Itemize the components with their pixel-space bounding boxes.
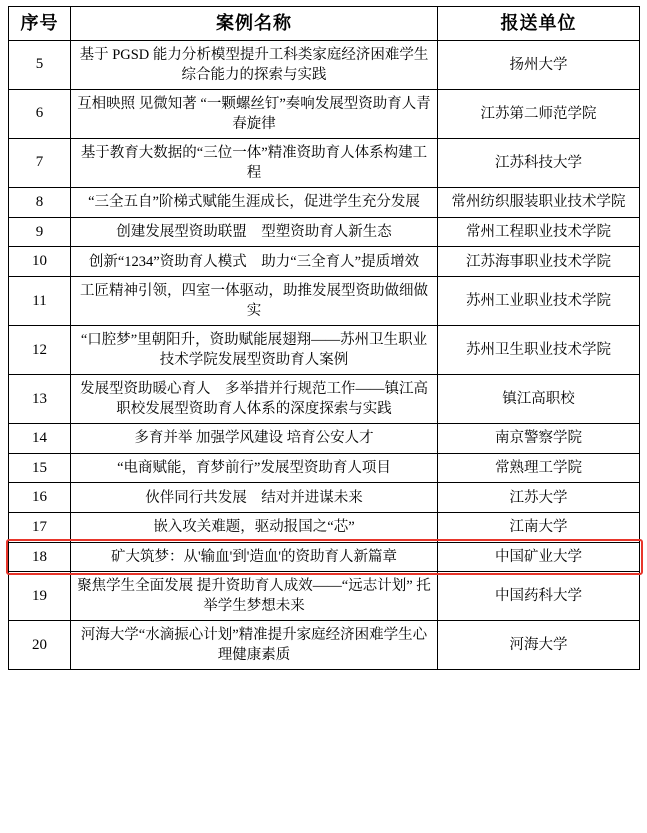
submitting-unit: 扬州大学	[438, 40, 640, 89]
row-number: 7	[9, 138, 71, 187]
table-row	[9, 89, 640, 138]
table-row	[9, 276, 640, 325]
row-number: 16	[9, 483, 71, 513]
row-number: 17	[9, 512, 71, 542]
submitting-unit: 苏州工业职业技术学院	[438, 276, 640, 325]
table-row	[9, 325, 640, 374]
submitting-unit: 江苏第二师范学院	[438, 89, 640, 138]
table-header-row	[9, 7, 640, 41]
case-name: 矿大筑梦：从'输血'到'造血'的资助育人新篇章	[71, 542, 438, 572]
row-number: 12	[9, 325, 71, 374]
case-name: 基于 PGSD 能力分析模型提升工科类家庭经济困难学生综合能力的探索与实践	[71, 40, 438, 89]
table-row	[9, 483, 640, 513]
table-row-highlighted	[9, 542, 640, 572]
submitting-unit: 江南大学	[438, 512, 640, 542]
table-row	[9, 187, 640, 217]
table-row	[9, 138, 640, 187]
row-number: 10	[9, 247, 71, 277]
case-name: “三全五自”阶梯式赋能生涯成长，促进学生充分发展	[71, 187, 438, 217]
table-row	[9, 572, 640, 621]
case-name: 基于教育大数据的“三位一体”精准资助育人体系构建工程	[71, 138, 438, 187]
table-row	[9, 40, 640, 89]
submitting-unit: 常熟理工学院	[438, 453, 640, 483]
table-row	[9, 621, 640, 670]
case-name: 创建发展型资助联盟 型塑资助育人新生态	[71, 217, 438, 247]
row-number: 8	[9, 187, 71, 217]
table-row	[9, 512, 640, 542]
row-number: 13	[9, 374, 71, 423]
row-number: 6	[9, 89, 71, 138]
submitting-unit: 江苏海事职业技术学院	[438, 247, 640, 277]
case-name: 发展型资助暖心育人 多举措并行规范工作——镇江高职校发展型资助育人体系的深度探索与实践	[71, 374, 438, 423]
row-number: 5	[9, 40, 71, 89]
table-row	[9, 374, 640, 423]
table-row	[9, 453, 640, 483]
submitting-unit: 南京警察学院	[438, 423, 640, 453]
submitting-unit: 常州纺织服装职业技术学院	[438, 187, 640, 217]
table-header	[9, 7, 640, 41]
case-name: 聚焦学生全面发展 提升资助育人成效——“远志计划” 托举学生梦想未来	[71, 572, 438, 621]
case-name: 伙伴同行共发展 结对并进谋未来	[71, 483, 438, 513]
case-name: “口腔梦”里朝阳升，资助赋能展翅翔——苏州卫生职业技术学院发展型资助育人案例	[71, 325, 438, 374]
case-list-table	[8, 6, 640, 670]
case-name: 创新“1234”资助育人模式 助力“三全育人”提质增效	[71, 247, 438, 277]
row-number: 14	[9, 423, 71, 453]
table-body	[9, 40, 640, 670]
row-number: 18	[9, 542, 71, 572]
submitting-unit: 中国矿业大学	[438, 542, 640, 572]
case-name: “电商赋能，育梦前行”发展型资助育人项目	[71, 453, 438, 483]
submitting-unit: 中国药科大学	[438, 572, 640, 621]
row-number: 11	[9, 276, 71, 325]
row-number: 15	[9, 453, 71, 483]
case-name: 河海大学“水滴振心计划”精准提升家庭经济困难学生心理健康素质	[71, 621, 438, 670]
case-name: 嵌入攻关难题，驱动报国之“芯”	[71, 512, 438, 542]
table-row	[9, 247, 640, 277]
case-name: 多育并举 加强学风建设 培育公安人才	[71, 423, 438, 453]
row-number: 20	[9, 621, 71, 670]
submitting-unit: 镇江高职校	[438, 374, 640, 423]
row-number: 19	[9, 572, 71, 621]
submitting-unit: 河海大学	[438, 621, 640, 670]
case-name: 互相映照 见微知著 “一颗螺丝钉”奏响发展型资助育人青春旋律	[71, 89, 438, 138]
submitting-unit: 江苏大学	[438, 483, 640, 513]
row-number: 9	[9, 217, 71, 247]
column-header-unit: 报送单位	[438, 7, 640, 41]
case-name: 工匠精神引领，四室一体驱动，助推发展型资助做细做实	[71, 276, 438, 325]
table-row	[9, 217, 640, 247]
submitting-unit: 苏州卫生职业技术学院	[438, 325, 640, 374]
submitting-unit: 江苏科技大学	[438, 138, 640, 187]
submitting-unit: 常州工程职业技术学院	[438, 217, 640, 247]
column-header-no: 序号	[9, 7, 71, 41]
table-row	[9, 423, 640, 453]
column-header-case-name: 案例名称	[71, 7, 438, 41]
